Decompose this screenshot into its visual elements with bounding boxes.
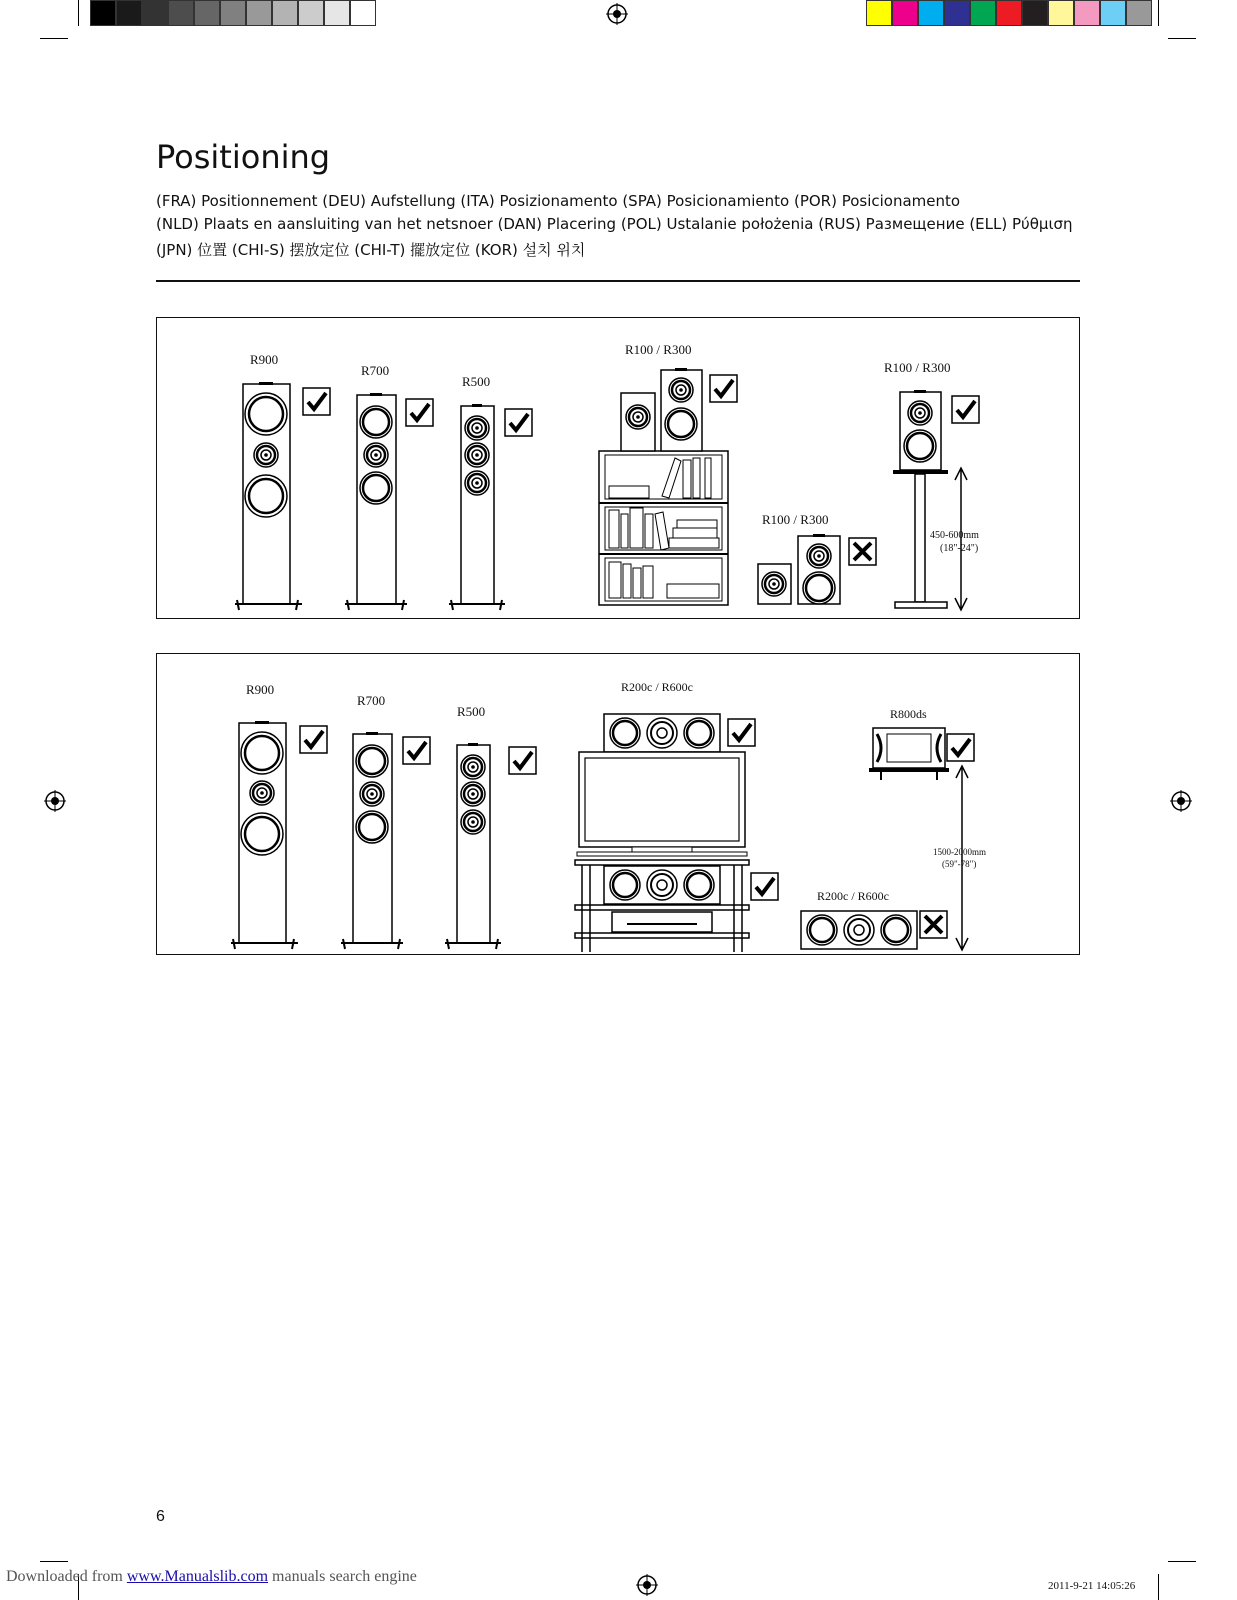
r500-floorstander [445, 743, 536, 949]
r700-floorstander [341, 732, 430, 949]
crop-mark [1168, 1561, 1196, 1562]
speakers-on-floor [758, 534, 876, 604]
print-timestamp: 2011-9-21 14:05:26 [1048, 1580, 1136, 1592]
registration-mark-icon [44, 790, 66, 812]
crop-mark [78, 0, 79, 26]
calibration-swatch [142, 0, 168, 26]
crop-mark [1158, 0, 1159, 26]
calibration-swatch [1126, 0, 1152, 26]
calibration-swatch [194, 0, 220, 26]
footer-prefix: Downloaded from [6, 1568, 127, 1585]
download-footer [6, 1568, 417, 1586]
stand-height-in: (18"-24") [940, 543, 979, 554]
translations-line-2: (NLD) Plaats en aansluiting van het netsnoer (DAN) Placering (POL) Ustalanie położenia (RUS) Размещение (ELL) Ρύθμιση [156, 215, 1073, 233]
label-r700: R700 [361, 363, 390, 378]
label-floor-center-speaker: R200c / R600c [817, 889, 889, 903]
grayscale-calibration-bar [90, 0, 376, 26]
calibration-swatch [944, 0, 970, 26]
calibration-swatch [168, 0, 194, 26]
crop-mark [40, 1561, 68, 1562]
crop-mark [1158, 1574, 1159, 1600]
r700-floorstander [345, 393, 433, 610]
calibration-swatch [1074, 0, 1100, 26]
label-r900: R900 [246, 682, 275, 697]
manualslib-link[interactable]: www.Manualslib.com [126, 1568, 269, 1585]
calibration-swatch [324, 0, 350, 26]
r900-floorstander [235, 382, 330, 610]
wall-height-in: (59"-78") [942, 859, 977, 869]
calibration-swatch [1048, 0, 1074, 26]
label-wall-speaker: R800ds [890, 707, 927, 721]
r500-floorstander [449, 404, 532, 610]
label-bookshelf-speakers: R100 / R300 [625, 342, 692, 357]
bookshelf-with-speakers [599, 368, 737, 605]
calibration-swatch [272, 0, 298, 26]
calibration-swatch [90, 0, 116, 26]
tv-with-center-speakers [575, 714, 778, 952]
calibration-swatch [246, 0, 272, 26]
page-number: 6 [156, 1508, 165, 1525]
wall-height-mm: 1500-2000mm [933, 847, 986, 857]
calibration-swatch [1022, 0, 1048, 26]
calibration-swatch [996, 0, 1022, 26]
label-stand-speakers: R100 / R300 [884, 360, 951, 375]
calibration-swatch [892, 0, 918, 26]
registration-mark-icon [1170, 790, 1192, 812]
calibration-swatch [866, 0, 892, 26]
translations-line-3: (JPN) 位置 (CHI-S) 摆放定位 (CHI-T) 擺放定位 (KOR) 설치 위치 [156, 241, 586, 259]
color-calibration-bar [866, 0, 1152, 26]
registration-mark-icon [636, 1574, 658, 1596]
stereo-positioning-panel [156, 317, 1080, 619]
home-theatre-positioning-illustration [157, 654, 1079, 954]
calibration-swatch [350, 0, 376, 26]
calibration-swatch [220, 0, 246, 26]
footer-suffix: manuals search engine [268, 1568, 417, 1585]
label-r700: R700 [357, 693, 386, 708]
registration-mark-icon [606, 3, 628, 25]
page-title: Positioning [156, 138, 331, 176]
calibration-swatch [918, 0, 944, 26]
heading-divider [156, 280, 1080, 282]
center-speaker-on-floor [801, 911, 947, 949]
crop-mark [40, 38, 68, 39]
translations-line-1: (FRA) Positionnement (DEU) Aufstellung (ITA) Posizionamento (SPA) Posicionamiento (POR) Posicionamento [156, 192, 961, 210]
label-center-speakers: R200c / R600c [621, 680, 693, 694]
label-r500: R500 [457, 704, 486, 719]
calibration-swatch [1100, 0, 1126, 26]
speaker-on-stand [893, 390, 979, 610]
label-r900: R900 [250, 352, 279, 367]
stand-height-mm: 450-600mm [930, 530, 979, 541]
label-r500: R500 [462, 374, 491, 389]
calibration-swatch [116, 0, 142, 26]
r900-floorstander [231, 721, 327, 949]
home-theatre-positioning-panel [156, 653, 1080, 955]
crop-mark [1168, 38, 1196, 39]
label-floor-speakers: R100 / R300 [762, 512, 829, 527]
calibration-swatch [970, 0, 996, 26]
calibration-swatch [298, 0, 324, 26]
